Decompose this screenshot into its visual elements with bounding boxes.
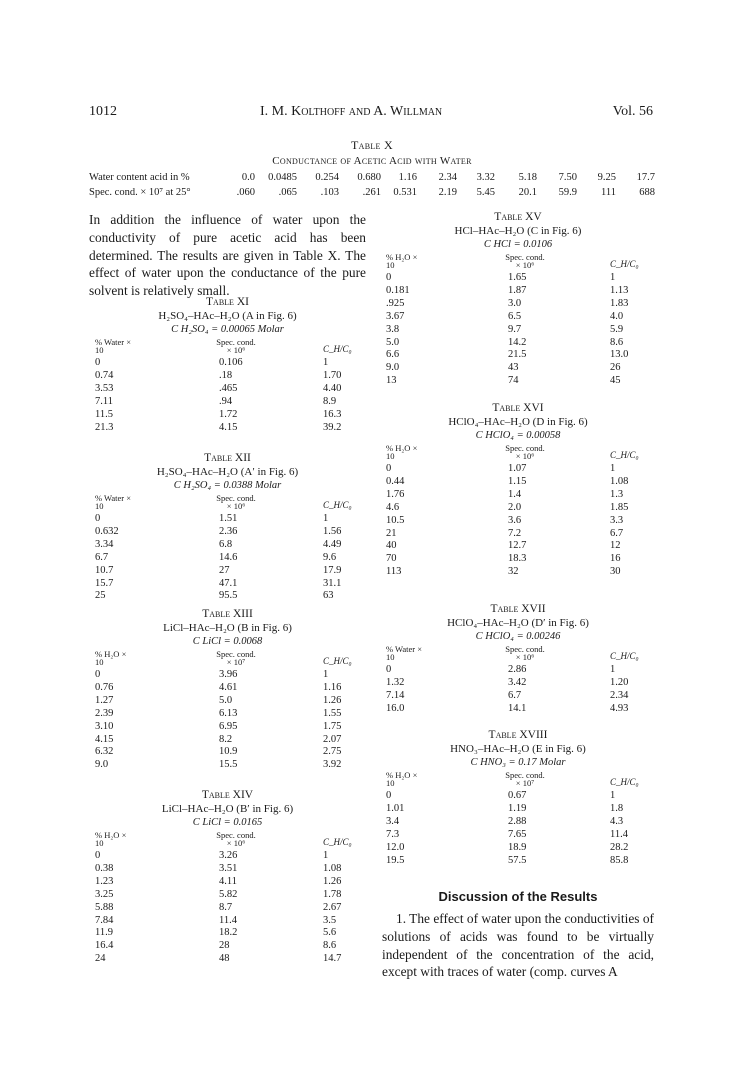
table-cell: 1.08 <box>323 862 342 874</box>
table-label: Table XII <box>204 452 251 464</box>
table-cell: 16.0 <box>386 702 405 714</box>
table-cell: 4.15 <box>95 733 114 745</box>
table-cell: 3.8 <box>386 323 400 335</box>
table-cell: 6.5 <box>508 310 522 322</box>
table-concentration: C HCl = 0.0106 <box>483 239 553 250</box>
table-cell: 8.9 <box>323 395 337 407</box>
column-header: Spec. cond. × 10⁷ <box>216 649 256 667</box>
table-cell: 1.83 <box>610 297 629 309</box>
table-cell: 2.36 <box>219 525 238 537</box>
table-cell: 8.6 <box>323 940 337 952</box>
table-cell: 26 <box>610 362 621 374</box>
table-cell: 0.632 <box>95 525 119 537</box>
discussion-heading: Discussion of the Results <box>438 889 598 904</box>
table-cell: 40 <box>386 540 397 552</box>
table-x-cell: 20.1 <box>518 187 537 198</box>
table-title: HCl–HAc–H₂O (C in Fig. 6) <box>454 225 582 237</box>
table-cell: 14.2 <box>508 336 527 348</box>
table-label: Table XV <box>494 211 542 223</box>
table-cell: 1.16 <box>323 681 342 693</box>
column-header: C_H/C₀ <box>323 344 352 354</box>
table-cell: 7.11 <box>95 395 113 407</box>
table-cell: 19.5 <box>386 854 405 866</box>
table-cell: 9.6 <box>323 551 337 563</box>
table-cell: 8.2 <box>219 733 233 745</box>
discussion-text: 1. The effect of water upon the conductivities of solutions of acids was found to be virtually independent of the concentration of the acid, except with traces of water (comp. curves A <box>382 911 654 980</box>
column-header: C_H/C₀ <box>323 500 352 510</box>
table-cell: 1.55 <box>323 707 342 719</box>
table-cell: 16.4 <box>95 940 114 952</box>
table-cell: 9.0 <box>386 362 400 374</box>
column-header: C_H/C₀ <box>610 259 639 269</box>
table-cell: 6.32 <box>95 746 114 758</box>
table-cell: 95.5 <box>219 590 238 602</box>
table-x-cell: 2.19 <box>438 187 457 198</box>
table-cell: 7.65 <box>508 828 527 840</box>
table-x-cell: 0.680 <box>357 172 381 183</box>
table-cell: 11.4 <box>610 828 628 840</box>
table-x-cell: 0.0485 <box>268 172 297 183</box>
table-x-cell: 0.0 <box>241 172 255 183</box>
table-cell: 11.9 <box>95 927 113 939</box>
table-cell: 12.0 <box>386 841 405 853</box>
table-cell: 10.5 <box>386 514 405 526</box>
table-cell: 6.8 <box>219 538 233 550</box>
table-x-cell: 9.25 <box>597 172 616 183</box>
table-concentration: C HClO₄ = 0.00246 <box>475 631 561 642</box>
column-header: Spec. cond. × 10⁶ <box>216 493 256 511</box>
column-header: % H₂O × 10 <box>386 252 418 270</box>
table-cell: 3.5 <box>323 914 337 926</box>
table-cell: 5.82 <box>219 888 238 900</box>
table-cell: 1.51 <box>219 513 238 524</box>
table-title: HClO₄–HAc–H₂O (D′ in Fig. 6) <box>447 617 589 629</box>
table-cell: 1.75 <box>323 720 342 732</box>
table-x <box>89 172 655 204</box>
table-x-cell: 0.254 <box>315 172 339 183</box>
table-cell: 3.51 <box>219 862 238 874</box>
table-cell: 1.85 <box>610 501 629 513</box>
table-cell: 1 <box>610 664 616 675</box>
column-header: Spec. cond. × 10⁶ <box>505 644 545 662</box>
table-cell: 1.76 <box>386 488 405 500</box>
table-cell: 9.0 <box>95 759 109 771</box>
table-title: HClO₄–HAc–H₂O (D in Fig. 6) <box>448 416 588 428</box>
table-cell: 3.10 <box>95 720 114 732</box>
table-cell: 21.3 <box>95 421 114 433</box>
table-label: Table XVII <box>490 603 546 615</box>
table-cell: 3.42 <box>508 676 527 688</box>
table-cell: 1 <box>323 850 329 861</box>
column-header: Spec. cond. × 10⁶ <box>216 830 256 848</box>
intro-paragraph: In addition the influence of water upon the conductivity of pure acetic acid has been determined. The results are given in Table X. The effect of water upon the conductance of the pure solvent is relatively small. <box>89 212 366 299</box>
table-cell: 0 <box>95 513 101 524</box>
table-title: LiCl–HAc–H₂O (B′ in Fig. 6) <box>161 803 294 815</box>
table-cell: 45 <box>610 375 621 387</box>
table-cell: 27 <box>219 564 230 576</box>
table-concentration: C HClO₄ = 0.00058 <box>475 430 561 441</box>
table-cell: .94 <box>219 395 233 407</box>
table-cell: 63 <box>323 590 334 602</box>
table-cell: 6.95 <box>219 720 238 732</box>
table-cell: 0 <box>386 463 392 474</box>
table-cell: 2.75 <box>323 746 342 758</box>
table-x-cell: .261 <box>362 187 381 198</box>
column-header: C_H/C₀ <box>323 656 352 666</box>
table-cell: 30 <box>610 566 621 578</box>
table-concentration: C H₂SO₄ = 0.00065 Molar <box>171 324 284 335</box>
table-cell: 4.3 <box>610 815 624 827</box>
table-concentration: C LiCl = 0.0068 <box>192 636 263 647</box>
table-x-cell: 111 <box>601 187 616 198</box>
table-x-cell: 59.9 <box>558 187 577 198</box>
table-cell: 6.7 <box>610 527 624 539</box>
table-cell: 15.5 <box>219 759 238 771</box>
table-x-title: Conductance of Acetic Acid with Water <box>272 155 472 167</box>
table-cell: 15.7 <box>95 577 114 589</box>
table-cell: 8.6 <box>610 336 624 348</box>
table-cell: 18.2 <box>219 927 238 939</box>
table-x-cell: 5.18 <box>518 172 537 183</box>
table-cell: 12 <box>610 540 621 552</box>
table-cell: .465 <box>219 382 238 394</box>
table-cell: 7.84 <box>95 914 114 926</box>
table-cell: 10.7 <box>95 564 114 576</box>
table-cell: 1.19 <box>508 802 527 814</box>
table-cell: 4.93 <box>610 702 629 714</box>
table-label: Table XI <box>206 296 249 308</box>
table-cell: 1.13 <box>610 284 629 296</box>
table-cell: 1.78 <box>323 888 342 900</box>
table-cell: 5.0 <box>219 694 233 706</box>
table-cell: 31.1 <box>323 577 342 589</box>
table-cell: 48 <box>219 953 230 965</box>
table-cell: 4.6 <box>386 501 400 513</box>
table-cell: 1.26 <box>323 875 342 887</box>
table-cell: 3.3 <box>610 514 624 526</box>
table-cell: 3.67 <box>386 310 405 322</box>
column-header: % Water × 10 <box>95 337 132 355</box>
table-cell: 1.70 <box>323 369 342 381</box>
table-cell: 28.2 <box>610 841 629 853</box>
table-cell: 1.32 <box>386 676 405 688</box>
table-cell: 2.86 <box>508 664 527 675</box>
table-cell: 11.5 <box>95 408 113 420</box>
table-cell: 0 <box>386 664 392 675</box>
table-cell: 5.0 <box>386 336 400 348</box>
table-cell: 17.9 <box>323 564 342 576</box>
table-cell: 13.0 <box>610 349 629 361</box>
table-title: LiCl–HAc–H₂O (B in Fig. 6) <box>163 622 292 634</box>
table-cell: 39.2 <box>323 421 342 433</box>
table-cell: 4.61 <box>219 681 238 693</box>
table-cell: 5.6 <box>323 927 337 939</box>
table-title: H₂SO₄–HAc–H₂O (A in Fig. 6) <box>158 310 297 322</box>
table-cell: 7.2 <box>508 527 522 539</box>
table-cell: 0 <box>95 850 101 861</box>
table-cell: 3.96 <box>219 669 238 680</box>
table-cell: .925 <box>386 297 405 309</box>
table-cell: 2.07 <box>323 733 342 745</box>
column-header: % Water × 10 <box>386 644 423 662</box>
table-cell: 0.67 <box>508 790 527 801</box>
table-cell: 85.8 <box>610 854 629 866</box>
table-cell: 70 <box>386 553 397 565</box>
table-cell: 1.56 <box>323 525 342 537</box>
table-cell: 1.4 <box>508 488 522 500</box>
table-cell: 4.0 <box>610 310 624 322</box>
table-cell: 1.23 <box>95 875 114 887</box>
table-cell: 43 <box>508 362 519 374</box>
table-cell: 6.7 <box>508 689 522 701</box>
table-cell: 1.65 <box>508 272 527 283</box>
table-cell: .18 <box>219 369 233 381</box>
table-cell: 3.6 <box>508 514 522 526</box>
table-cell: 24 <box>95 953 106 965</box>
table-cell: 113 <box>386 566 402 578</box>
table-concentration: C H₂SO₄ = 0.0388 Molar <box>173 480 282 491</box>
table-cell: 0.38 <box>95 862 114 874</box>
table-label: Table XVIII <box>488 729 548 741</box>
column-header: Spec. cond. × 10⁷ <box>505 770 545 788</box>
table-cell: 3.92 <box>323 759 342 771</box>
table-cell: 11.4 <box>219 914 237 926</box>
table-label: Table XVI <box>492 402 544 414</box>
table-concentration: C HNO₃ = 0.17 Molar <box>470 757 566 768</box>
table-x-cell: 688 <box>639 187 655 198</box>
table-x-cell: 3.32 <box>476 172 495 183</box>
page-number: 1012 <box>89 104 117 119</box>
table-cell: 2.34 <box>610 689 629 701</box>
table-x-cell: 7.50 <box>558 172 577 183</box>
table-cell: 1.72 <box>219 408 238 420</box>
table-cell: 1 <box>323 513 329 524</box>
table-cell: 13 <box>386 375 397 387</box>
table-cell: 0 <box>386 272 392 283</box>
table-cell: 18.3 <box>508 553 527 565</box>
table-cell: 2.88 <box>508 815 527 827</box>
table-cell: 1 <box>610 272 616 283</box>
table-cell: 1.01 <box>386 802 405 814</box>
table-title: HNO₃–HAc–H₂O (E in Fig. 6) <box>450 743 586 755</box>
table-label: Table XIV <box>201 789 254 801</box>
table-cell: 7.14 <box>386 689 405 701</box>
table-cell: 21 <box>386 527 397 539</box>
table-x-cell: .065 <box>278 187 297 198</box>
column-header: Spec. cond. × 10⁶ <box>216 337 256 355</box>
table-cell: 2.0 <box>508 501 522 513</box>
table-cell: 1 <box>610 463 616 474</box>
column-header: % Water × 10 <box>95 493 132 511</box>
table-x-row2-label: Spec. cond. × 10⁷ at 25° <box>89 187 191 198</box>
table-cell: 74 <box>508 375 519 387</box>
table-cell: 4.40 <box>323 382 342 394</box>
table-cell: 16.3 <box>323 408 342 420</box>
table-x-cell: .060 <box>236 187 255 198</box>
table-cell: 28 <box>219 940 230 952</box>
table-cell: 1.27 <box>95 694 114 706</box>
table-cell: 3.26 <box>219 850 238 861</box>
table-cell: 9.7 <box>508 323 522 335</box>
table-cell: 1.20 <box>610 676 629 688</box>
table-cell: 7.3 <box>386 828 400 840</box>
table-cell: 5.88 <box>95 901 114 913</box>
table-cell: 6.7 <box>95 551 109 563</box>
table-cell: 6.13 <box>219 707 238 719</box>
table-x-cell: 5.45 <box>476 187 495 198</box>
table-cell: 1.26 <box>323 694 342 706</box>
table-cell: 1.07 <box>508 463 527 474</box>
table-cell: 8.7 <box>219 901 233 913</box>
table-cell: 0 <box>95 357 101 368</box>
table-cell: 0 <box>386 790 392 801</box>
table-cell: 1.08 <box>610 475 629 487</box>
table-cell: 1.3 <box>610 488 624 500</box>
table-cell: 2.67 <box>323 901 342 913</box>
column-header: C_H/C₀ <box>610 777 639 787</box>
table-cell: 3.0 <box>508 297 522 309</box>
column-header: C_H/C₀ <box>323 837 352 847</box>
table-cell: 1 <box>323 669 329 680</box>
table-x-label: Table X <box>351 138 393 152</box>
table-cell: 1.15 <box>508 475 527 487</box>
table-cell: 3.34 <box>95 538 114 550</box>
table-cell: 12.7 <box>508 540 527 552</box>
table-cell: 57.5 <box>508 854 527 866</box>
table-cell: 1 <box>610 790 616 801</box>
table-cell: 4.11 <box>219 875 237 887</box>
column-header: % H₂O × 10 <box>386 443 418 461</box>
table-cell: 5.9 <box>610 323 624 335</box>
table-cell: 2.39 <box>95 707 114 719</box>
table-cell: 3.53 <box>95 382 114 394</box>
table-cell: 3.25 <box>95 888 114 900</box>
table-cell: 18.9 <box>508 841 527 853</box>
column-header: Spec. cond. × 10⁶ <box>505 252 545 270</box>
table-title: H₂SO₄–HAc–H₂O (A′ in Fig. 6) <box>156 466 299 478</box>
table-cell: 6.6 <box>386 349 400 361</box>
table-x-cell: 0.531 <box>393 187 417 198</box>
table-cell: 1 <box>323 357 329 368</box>
table-x-cell: .103 <box>320 187 339 198</box>
table-label: Table XIII <box>202 608 253 620</box>
table-x-row1-label: Water content acid in % <box>89 172 190 183</box>
table-cell: 4.49 <box>323 538 342 550</box>
table-cell: 0.44 <box>386 475 405 487</box>
table-cell: 1.87 <box>508 284 527 296</box>
column-header: Spec. cond. × 10⁶ <box>505 443 545 461</box>
table-cell: 0.106 <box>219 357 243 368</box>
column-header: % H₂O × 10 <box>95 649 127 667</box>
table-concentration: C LiCl = 0.0165 <box>192 817 263 828</box>
volume-label: Vol. 56 <box>612 104 653 119</box>
table-cell: 14.7 <box>323 953 342 965</box>
column-header: C_H/C₀ <box>610 651 639 661</box>
table-cell: 21.5 <box>508 349 527 361</box>
table-cell: 16 <box>610 553 621 565</box>
column-header: % H₂O × 10 <box>95 830 127 848</box>
running-authors: I. M. Kolthoff and A. Willman <box>260 104 443 119</box>
table-cell: 0.74 <box>95 369 114 381</box>
table-cell: 14.1 <box>508 702 527 714</box>
table-x-cell: 1.16 <box>398 172 417 183</box>
table-cell: 0.76 <box>95 681 114 693</box>
table-cell: 10.9 <box>219 746 238 758</box>
table-cell: 14.6 <box>219 551 238 563</box>
table-cell: 32 <box>508 566 519 578</box>
table-cell: 3.4 <box>386 815 400 827</box>
table-x-cell: 17.7 <box>636 172 655 183</box>
table-cell: 25 <box>95 590 106 602</box>
table-cell: 4.15 <box>219 421 238 433</box>
column-header: C_H/C₀ <box>610 450 639 460</box>
table-cell: 0 <box>95 669 101 680</box>
table-x-cell: 2.34 <box>438 172 457 183</box>
table-cell: 1.8 <box>610 802 624 814</box>
table-cell: 47.1 <box>219 577 238 589</box>
column-header: % H₂O × 10 <box>386 770 418 788</box>
table-cell: 0.181 <box>386 284 410 296</box>
